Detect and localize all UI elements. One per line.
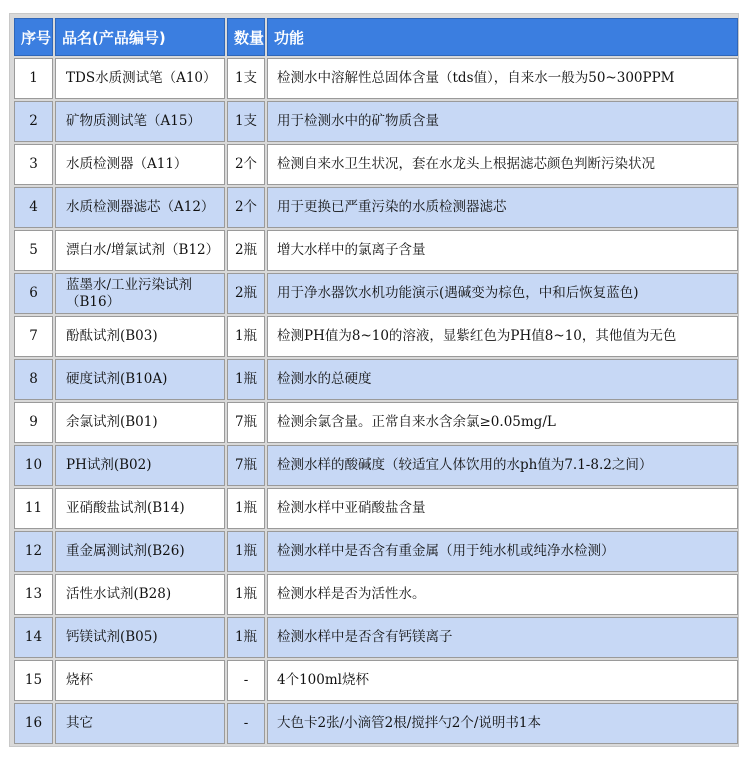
cell-quantity: 1瓶 [227,617,265,658]
cell-quantity: 1瓶 [227,316,265,357]
cell-function: 用于更换已严重污染的水质检测器滤芯 [267,187,738,228]
table-row [14,316,738,357]
cell-product-name: 钙镁试剂(B05) [55,617,225,658]
cell-number: 5 [14,230,53,271]
cell-product-name: 水质检测器滤芯（A12） [55,187,225,228]
product-table [12,16,740,746]
cell-quantity: 2个 [227,144,265,185]
table-row [14,101,738,142]
header-product-name: 品名(产品编号) [55,18,225,56]
table-row [14,617,738,658]
cell-quantity: - [227,660,265,701]
cell-function: 检测余氯含量。正常自来水含余氯≥0.05mg/L [267,402,738,443]
table-row [14,187,738,228]
cell-product-name: 余氯试剂(B01) [55,402,225,443]
cell-quantity: 1瓶 [227,359,265,400]
cell-product-name: 水质检测器（A11） [55,144,225,185]
cell-function: 检测水中溶解性总固体含量（tds值），自来水一般为50~300PPM [267,58,738,99]
cell-number: 4 [14,187,53,228]
cell-quantity: 2瓶 [227,230,265,271]
cell-function: 4个100ml烧杯 [267,660,738,701]
cell-product-name: 漂白水/增氯试剂（B12） [55,230,225,271]
table-row [14,445,738,486]
cell-number: 6 [14,273,53,314]
cell-quantity: 1瓶 [227,531,265,572]
cell-function: 检测水样中是否含有钙镁离子 [267,617,738,658]
table-row [14,488,738,529]
table-row [14,531,738,572]
cell-product-name: 烧杯 [55,660,225,701]
cell-product-name: 亚硝酸盐试剂(B14) [55,488,225,529]
cell-product-name: PH试剂(B02) [55,445,225,486]
table-row [14,58,738,99]
cell-function: 检测PH值为8~10的溶液，显紫红色为PH值8~10，其他值为无色 [267,316,738,357]
cell-number: 7 [14,316,53,357]
cell-number: 12 [14,531,53,572]
table-row [14,660,738,701]
cell-product-name: 其它 [55,703,225,744]
cell-number: 3 [14,144,53,185]
cell-quantity: 1支 [227,58,265,99]
cell-number: 8 [14,359,53,400]
cell-number: 13 [14,574,53,615]
cell-product-name: 重金属测试剂(B26) [55,531,225,572]
cell-quantity: 1瓶 [227,488,265,529]
cell-number: 11 [14,488,53,529]
table-row [14,703,738,744]
cell-function: 检测水样中是否含有重金属（用于纯水机或纯净水检测） [267,531,738,572]
cell-quantity: 1瓶 [227,574,265,615]
header-quantity: 数量 [227,18,265,56]
cell-quantity: 7瓶 [227,402,265,443]
table-row [14,402,738,443]
cell-number: 15 [14,660,53,701]
cell-product-name: 活性水试剂(B28) [55,574,225,615]
cell-function: 大色卡2张/小滴管2根/搅拌勺2个/说明书1本 [267,703,738,744]
cell-number: 10 [14,445,53,486]
cell-function: 检测水样是否为活性水。 [267,574,738,615]
table-row [14,230,738,271]
cell-function: 检测水的总硬度 [267,359,738,400]
cell-function: 检测自来水卫生状况，套在水龙头上根据滤芯颜色判断污染状况 [267,144,738,185]
header-function: 功能 [267,18,738,56]
cell-quantity: 1支 [227,101,265,142]
cell-product-name: 矿物质测试笔（A15） [55,101,225,142]
cell-product-name: 酚酞试剂(B03) [55,316,225,357]
cell-quantity: - [227,703,265,744]
table-row [14,144,738,185]
table-body [14,58,738,744]
cell-number: 16 [14,703,53,744]
cell-quantity: 2个 [227,187,265,228]
table-row [14,273,738,314]
cell-function: 增大水样中的氯离子含量 [267,230,738,271]
cell-product-name: 蓝墨水/工业污染试剂（B16） [55,273,225,314]
cell-function: 用于检测水中的矿物质含量 [267,101,738,142]
table-row [14,574,738,615]
cell-product-name: 硬度试剂(B10A) [55,359,225,400]
product-table-container [9,13,739,747]
cell-number: 14 [14,617,53,658]
cell-function: 检测水样的酸碱度（较适宜人体饮用的水ph值为7.1-8.2之间） [267,445,738,486]
cell-quantity: 2瓶 [227,273,265,314]
cell-number: 1 [14,58,53,99]
cell-number: 2 [14,101,53,142]
cell-number: 9 [14,402,53,443]
header-number: 序号 [14,18,53,56]
cell-function: 检测水样中亚硝酸盐含量 [267,488,738,529]
cell-function: 用于净水器饮水机功能演示(遇碱变为棕色，中和后恢复蓝色) [267,273,738,314]
cell-product-name: TDS水质测试笔（A10） [55,58,225,99]
table-header-row [14,18,738,56]
cell-quantity: 7瓶 [227,445,265,486]
table-row [14,359,738,400]
